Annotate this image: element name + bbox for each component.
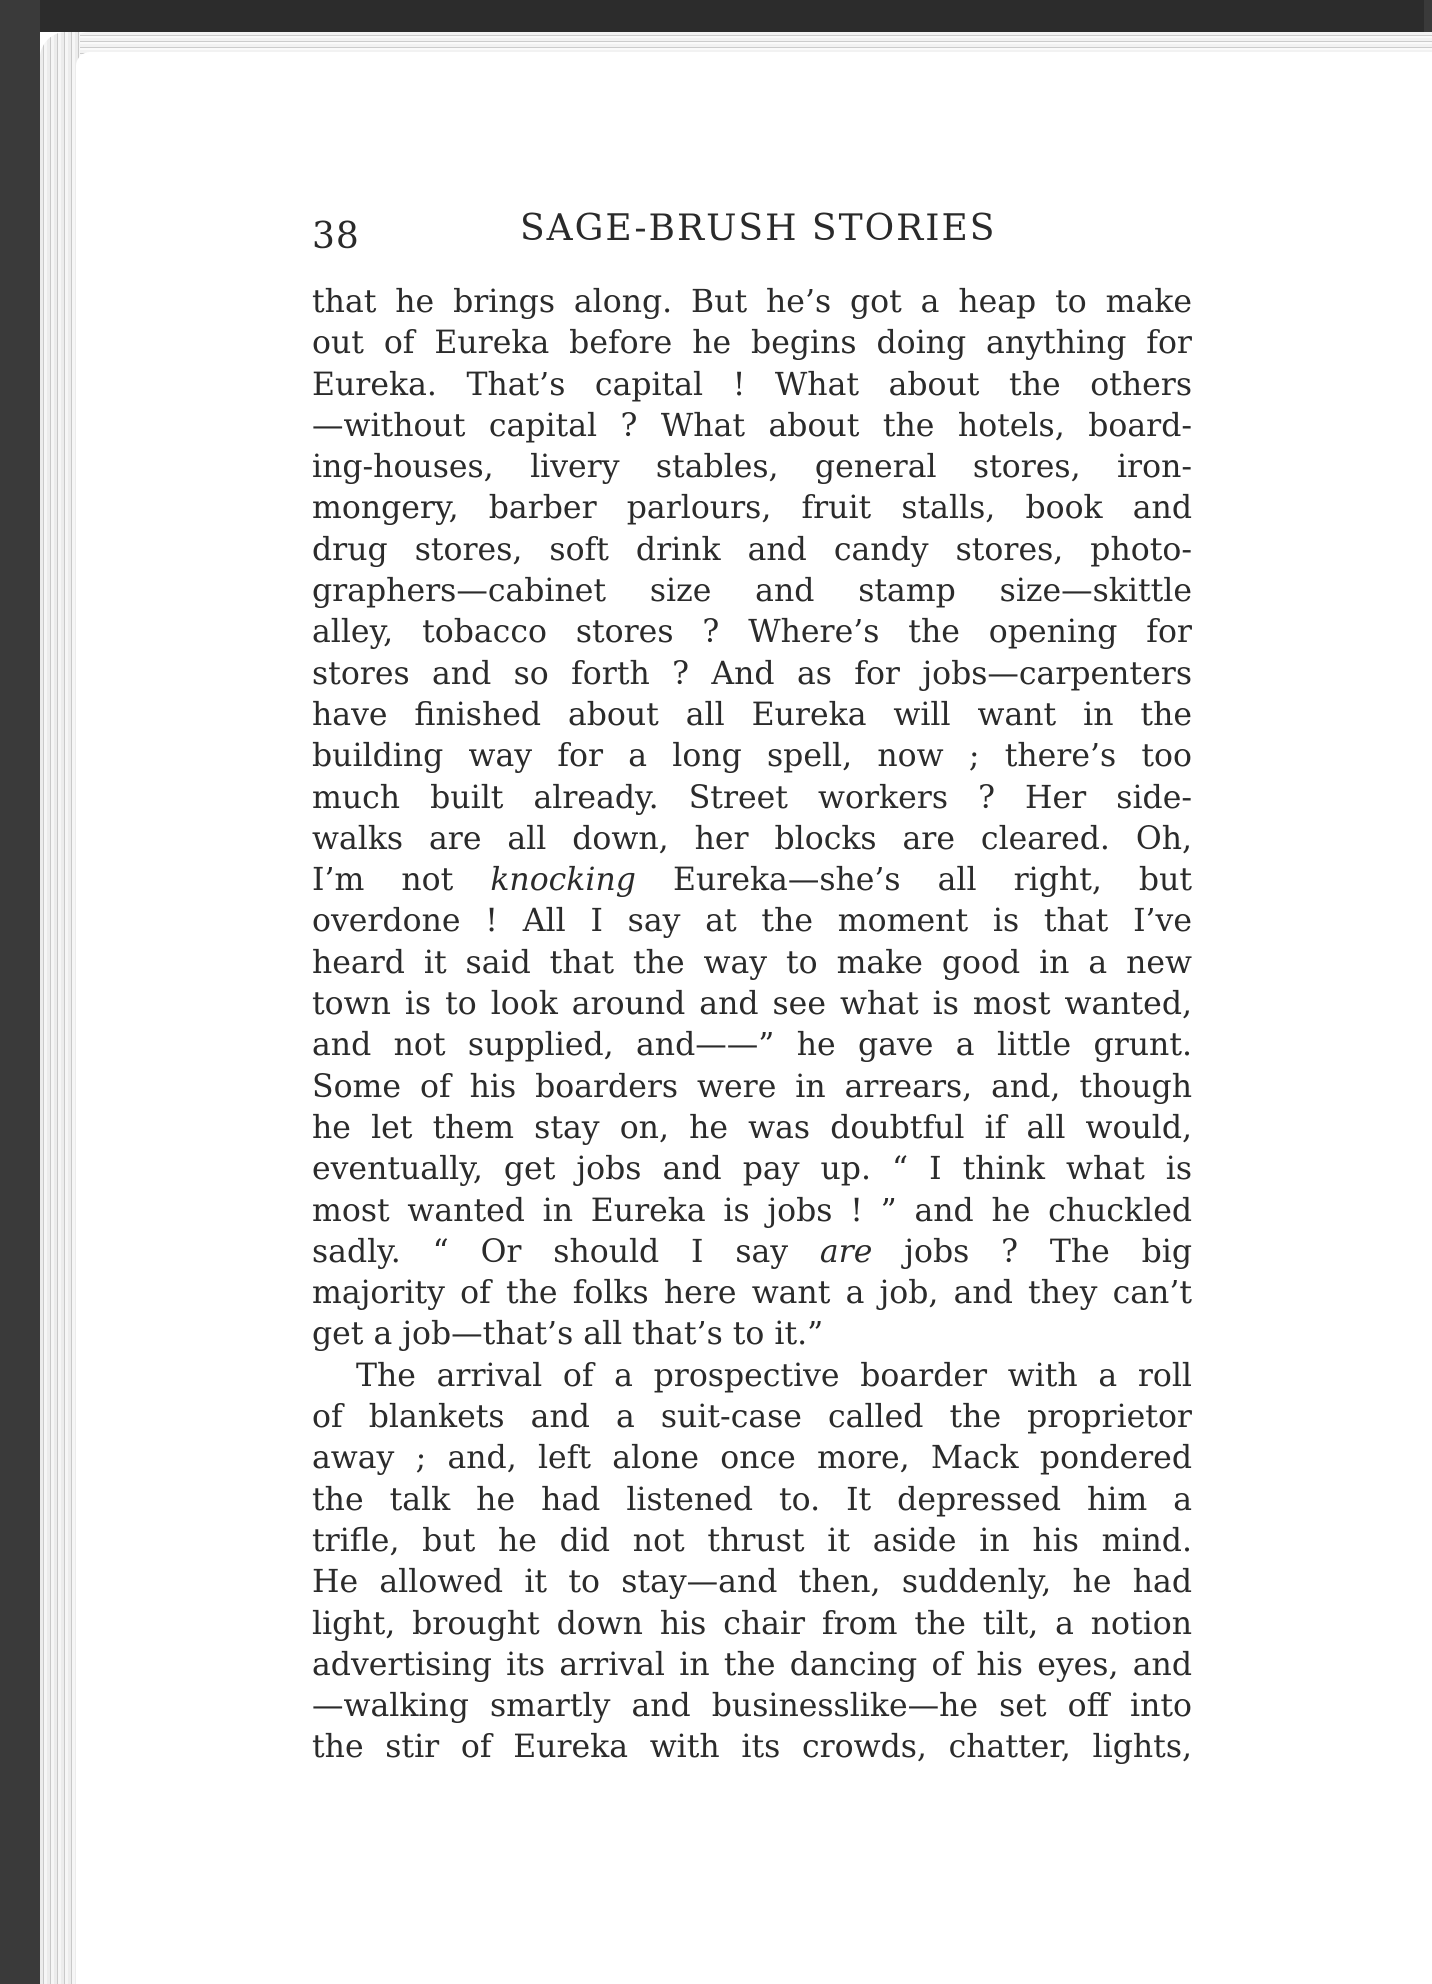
text-line (312, 1438, 1192, 1479)
body-text (312, 282, 1192, 1769)
italic-text-run: are (819, 1233, 873, 1270)
text-run: ing-houses, livery stables, general stores, iron- (312, 449, 1192, 486)
text-line (312, 654, 1192, 695)
text-run: trifle, but he did not thrust it aside in his mind. (312, 1522, 1192, 1559)
text-line (312, 282, 1192, 323)
text-run: eventually, get jobs and pay up. “ I think what is (312, 1151, 1192, 1188)
text-line (312, 778, 1192, 819)
text-run: overdone ! All I say at the moment is that I’ve (312, 903, 1192, 940)
text-run: —without capital ? What about the hotels, board- (312, 407, 1192, 444)
text-line (312, 1480, 1192, 1521)
text-run: mongery, barber parlours, fruit stalls, book and (312, 490, 1192, 527)
page-header (312, 206, 1192, 262)
text-line (312, 736, 1192, 777)
text-line (312, 943, 1192, 984)
text-line (312, 1356, 1192, 1397)
text-run: I’m not (312, 862, 491, 899)
text-run: get a job—that’s all that’s to it.” (312, 1316, 824, 1353)
page-number: 38 (312, 216, 360, 257)
text-run: sadly. “ Or should I say (312, 1233, 820, 1270)
text-line (312, 1191, 1192, 1232)
text-run: most wanted in Eureka is jobs ! ” and he chuckled (312, 1192, 1192, 1229)
text-run: Eureka—she’s all right, but (635, 862, 1193, 899)
text-line (312, 488, 1192, 529)
text-line (312, 1397, 1192, 1438)
text-line (312, 447, 1192, 488)
running-head-title: SAGE-BRUSH STORIES (520, 208, 997, 249)
text-run: out of Eureka before he begins doing anything for (312, 325, 1192, 362)
book-cover-top-edge (0, 0, 1432, 32)
text-run: jobs ? The big (872, 1233, 1192, 1270)
text-run: Some of his boarders were in arrears, and, though (312, 1068, 1192, 1105)
text-run: much built already. Street workers ? Her side- (312, 779, 1192, 816)
text-line (312, 1108, 1192, 1149)
text-line (312, 406, 1192, 447)
text-run: he let them stay on, he was doubtful if all would, (312, 1109, 1192, 1146)
text-line (312, 365, 1192, 406)
text-line (312, 1273, 1192, 1314)
text-run: and not supplied, and——” he gave a little grunt. (312, 1027, 1192, 1064)
text-line (312, 819, 1192, 860)
text-line (312, 1067, 1192, 1108)
text-run: The arrival of a prospective boarder with a roll (356, 1357, 1192, 1394)
text-line (312, 1149, 1192, 1190)
text-line (312, 1645, 1192, 1686)
text-line (312, 1727, 1192, 1768)
text-line (312, 612, 1192, 653)
text-line (312, 1604, 1192, 1645)
text-run: light, brought down his chair from the tilt, a notion (312, 1605, 1192, 1642)
text-run: Eureka. That’s capital ! What about the others (312, 366, 1192, 403)
text-run: majority of the folks here want a job, and they can’t (312, 1275, 1192, 1312)
text-run: of blankets and a suit-case called the proprietor (312, 1399, 1192, 1436)
text-line (312, 1314, 1192, 1355)
text-run: He allowed it to stay—and then, suddenly, he had (312, 1564, 1192, 1601)
text-line (312, 901, 1192, 942)
text-run: advertising its arrival in the dancing of his eyes, and (312, 1646, 1192, 1683)
text-run: heard it said that the way to make good in a new (312, 944, 1192, 981)
text-run: away ; and, left alone once more, Mack pondered (312, 1440, 1192, 1477)
text-run: alley, tobacco stores ? Where’s the opening for (312, 614, 1192, 651)
text-run: that he brings along. But he’s got a heap to make (312, 284, 1192, 320)
text-line (312, 1025, 1192, 1066)
text-line (312, 530, 1192, 571)
text-run: drug stores, soft drink and candy stores, photo- (312, 531, 1192, 568)
text-line (312, 860, 1192, 901)
text-run: graphers—cabinet size and stamp size—skittle (312, 573, 1192, 610)
page-stack-left-edges (40, 32, 80, 1984)
text-line (312, 984, 1192, 1025)
text-run: —walking smartly and businesslike—he set off into (312, 1688, 1192, 1725)
text-line (312, 323, 1192, 364)
text-run: have finished about all Eureka will want in the (312, 696, 1192, 733)
text-run: the talk he had listened to. It depressed him a (312, 1481, 1192, 1518)
text-run: the stir of Eureka with its crowds, chatter, lights, (312, 1729, 1192, 1766)
text-line (312, 571, 1192, 612)
text-run: stores and so forth ? And as for jobs—carpenters (312, 655, 1192, 692)
text-line (312, 1562, 1192, 1603)
book-cover-left-edge (0, 0, 40, 1984)
text-run: building way for a long spell, now ; there’s too (312, 738, 1192, 775)
text-run: walks are all down, her blocks are cleared. Oh, (312, 820, 1192, 857)
text-run: town is to look around and see what is most wanted, (312, 986, 1192, 1023)
text-line (312, 1521, 1192, 1562)
text-line (312, 1686, 1192, 1727)
text-line (312, 1232, 1192, 1273)
text-line (312, 695, 1192, 736)
italic-text-run: knocking (490, 862, 636, 899)
